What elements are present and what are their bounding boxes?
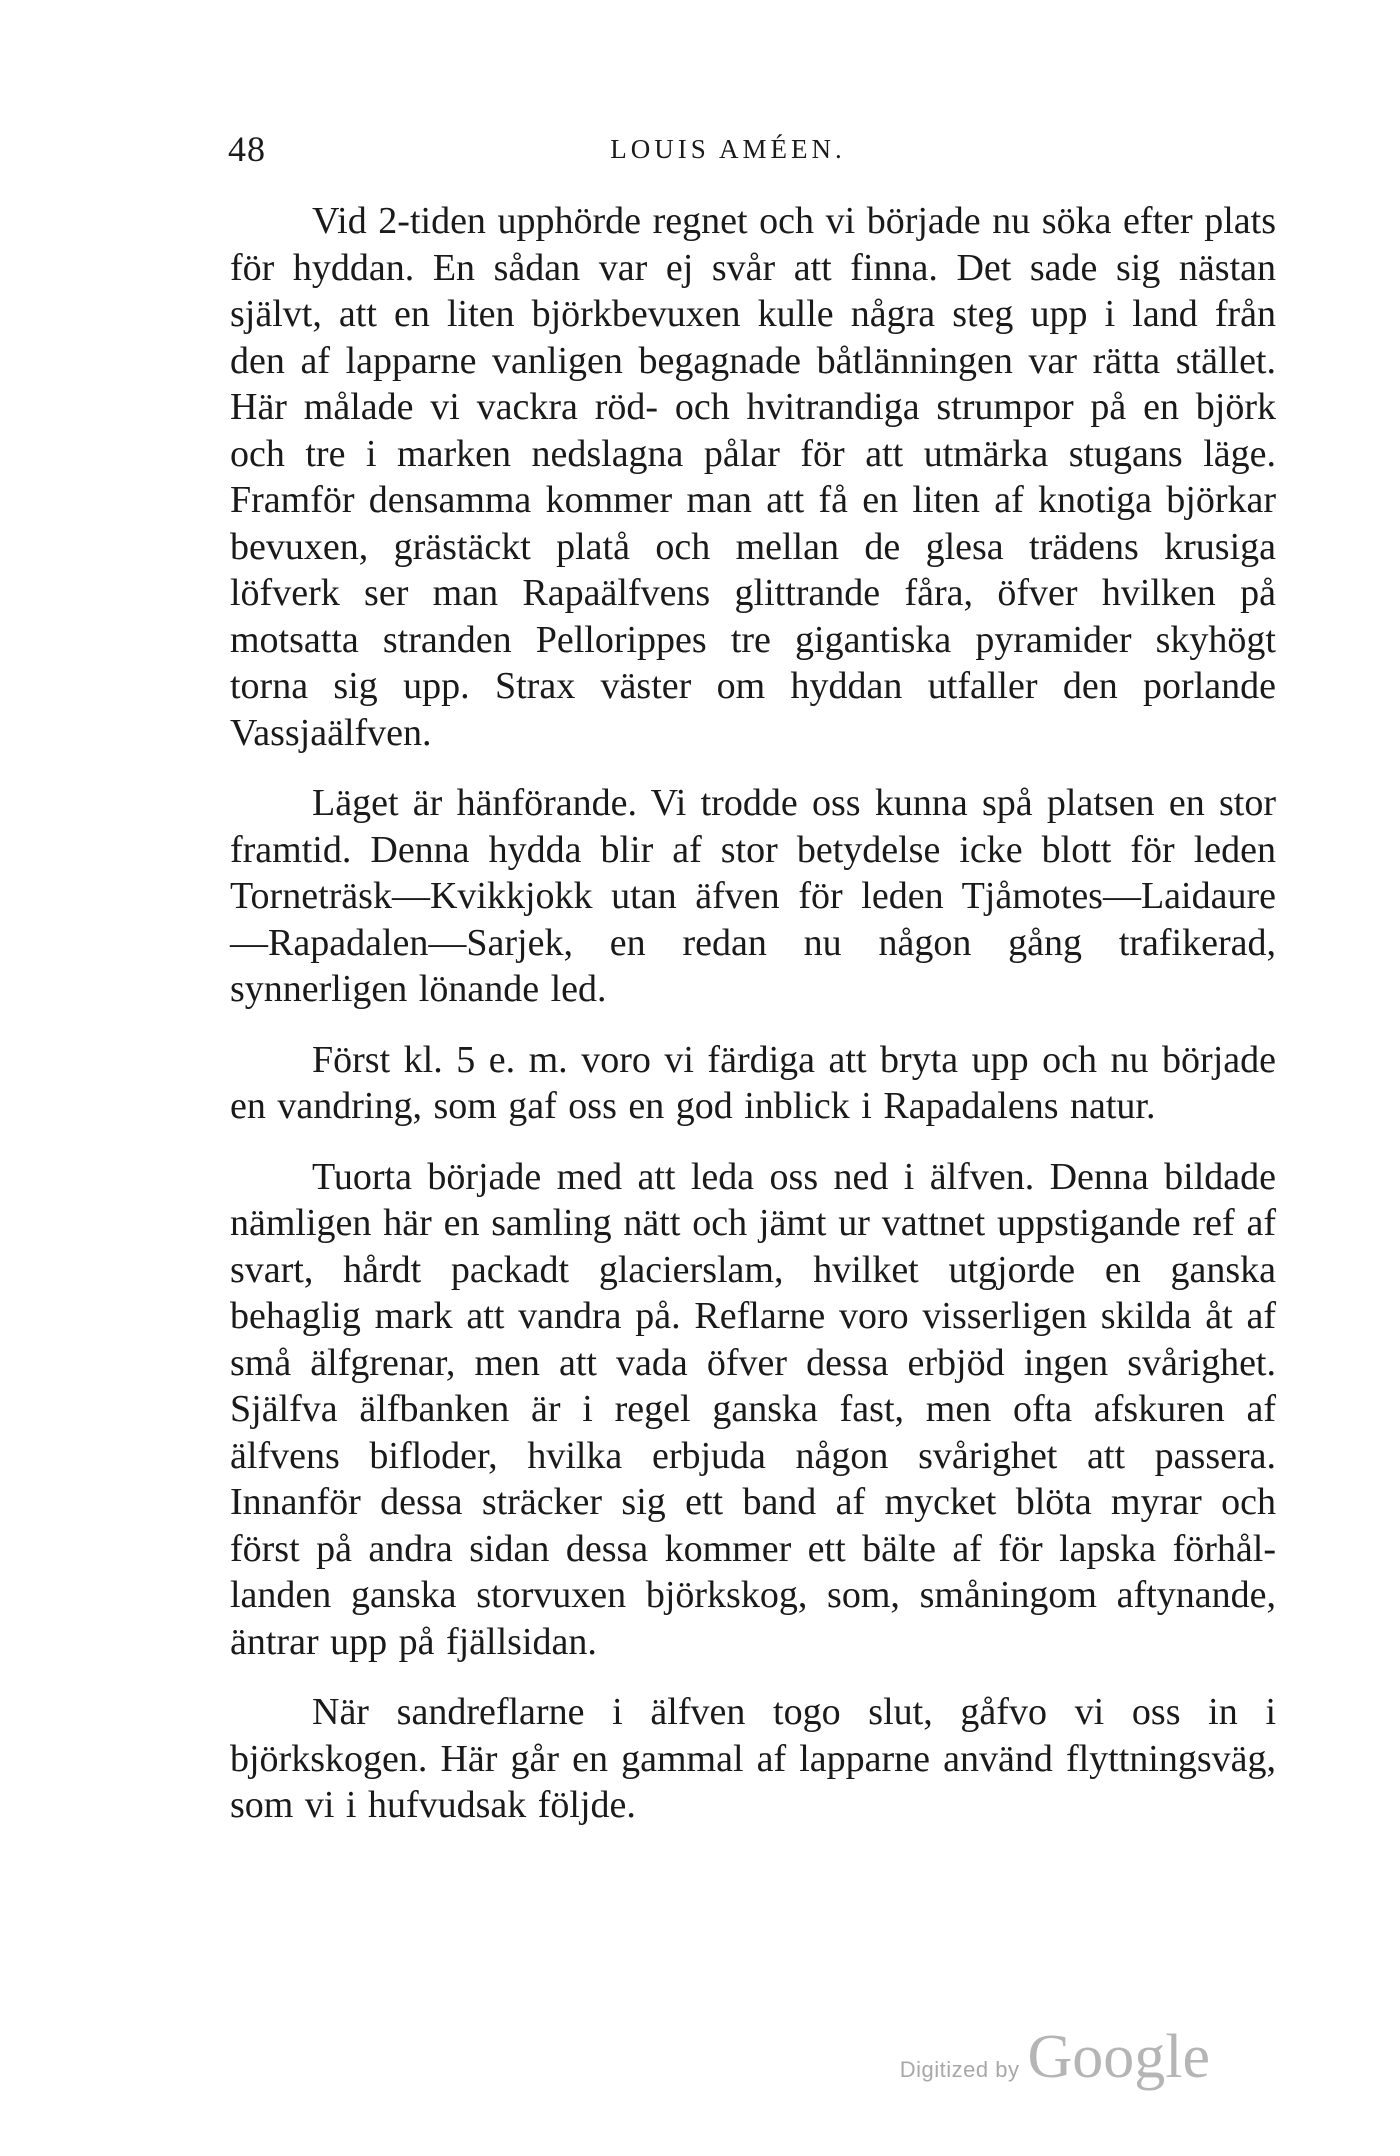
paragraph-5: När sandreflarne i älfven togo slut, gåfvo vi oss in i björkskogen. Här går en gammal af lapparne använd flyttningsväg, som vi i hufvudsak följde.: [230, 1691, 1276, 1826]
google-logo: Google: [1027, 2023, 1210, 2091]
digitized-watermark: [900, 2022, 1210, 2093]
paragraph-3: Först kl. 5 e. m. voro vi färdiga att bryta upp och nu började en vandring, som gaf oss en god inblick i Rapadalens natur.: [230, 1038, 1276, 1127]
paragraph-4: Tuorta började med att leda oss ned i älfven. Denna bildade nämligen här en samling nätt och jämt ur vattnet uppstigande ref af svart, hårdt packadt glacierslam, hvilket utgjorde en ganska behaglig mark att vandra på. Reflarne voro visserligen skilda åt af små älfgrenar, men att vada öfver dessa erbjöd ingen svårighet. Själfva älfbanken är i regel ganska fast, men ofta afskuren af älfvens bifloder, hvilka erbjuda någon svårighet att passera. Innanför dessa sträcker sig ett band af mycket blöta myrar och först på andra sidan dessa kommer ett bälte af för lapska förhållanden ganska storvuxen björkskog, som, småningom aftynande, äntrar upp på fjällsidan.: [230, 1155, 1276, 1663]
running-head: [228, 128, 1228, 178]
body-text: [230, 198, 1276, 1853]
paragraph-2: Läget är hänförande. Vi trodde oss kunna spå platsen en stor framtid. Denna hydda blir af stor betydelse icke blott för leden Torneträsk—Kvikkjokk utan äfven för leden Tjåmotes—Laidaure—Rapadalen—Sarjek, en redan nu någon gång trafikerad, synnerligen lönande led.: [230, 782, 1276, 1010]
watermark-prefix: Digitized by: [899, 2057, 1020, 2082]
page-number: 48: [228, 129, 266, 169]
paragraph-1: Vid 2-tiden upphörde regnet och vi började nu söka efter plats för hyddan. En sådan var ej svår att finna. Det sade sig nästan självt, att en liten björkbevuxen kulle några steg upp i land från den af lapparne vanligen begagnade båtlänningen var rätta stället. Här målade vi vackra röd- och hvitrandiga strumpor på en björk och tre i marken nedslagna pålar för att utmärka stugans läge. Framför densamma kommer man att få en liten af knotiga björkar bevuxen, grästäckt platå och mellan de glesa trädens krusiga löfverk ser man Rapaälfvens glittrande fåra, öfver hvilken på motsatta stranden Pellorippes tre gigantiska pyramider skyhögt torna sig upp. Strax väster om hyddan utfaller den porlande Vassjaälfven.: [230, 200, 1276, 754]
running-title: LOUIS AMÉEN.: [610, 134, 846, 164]
